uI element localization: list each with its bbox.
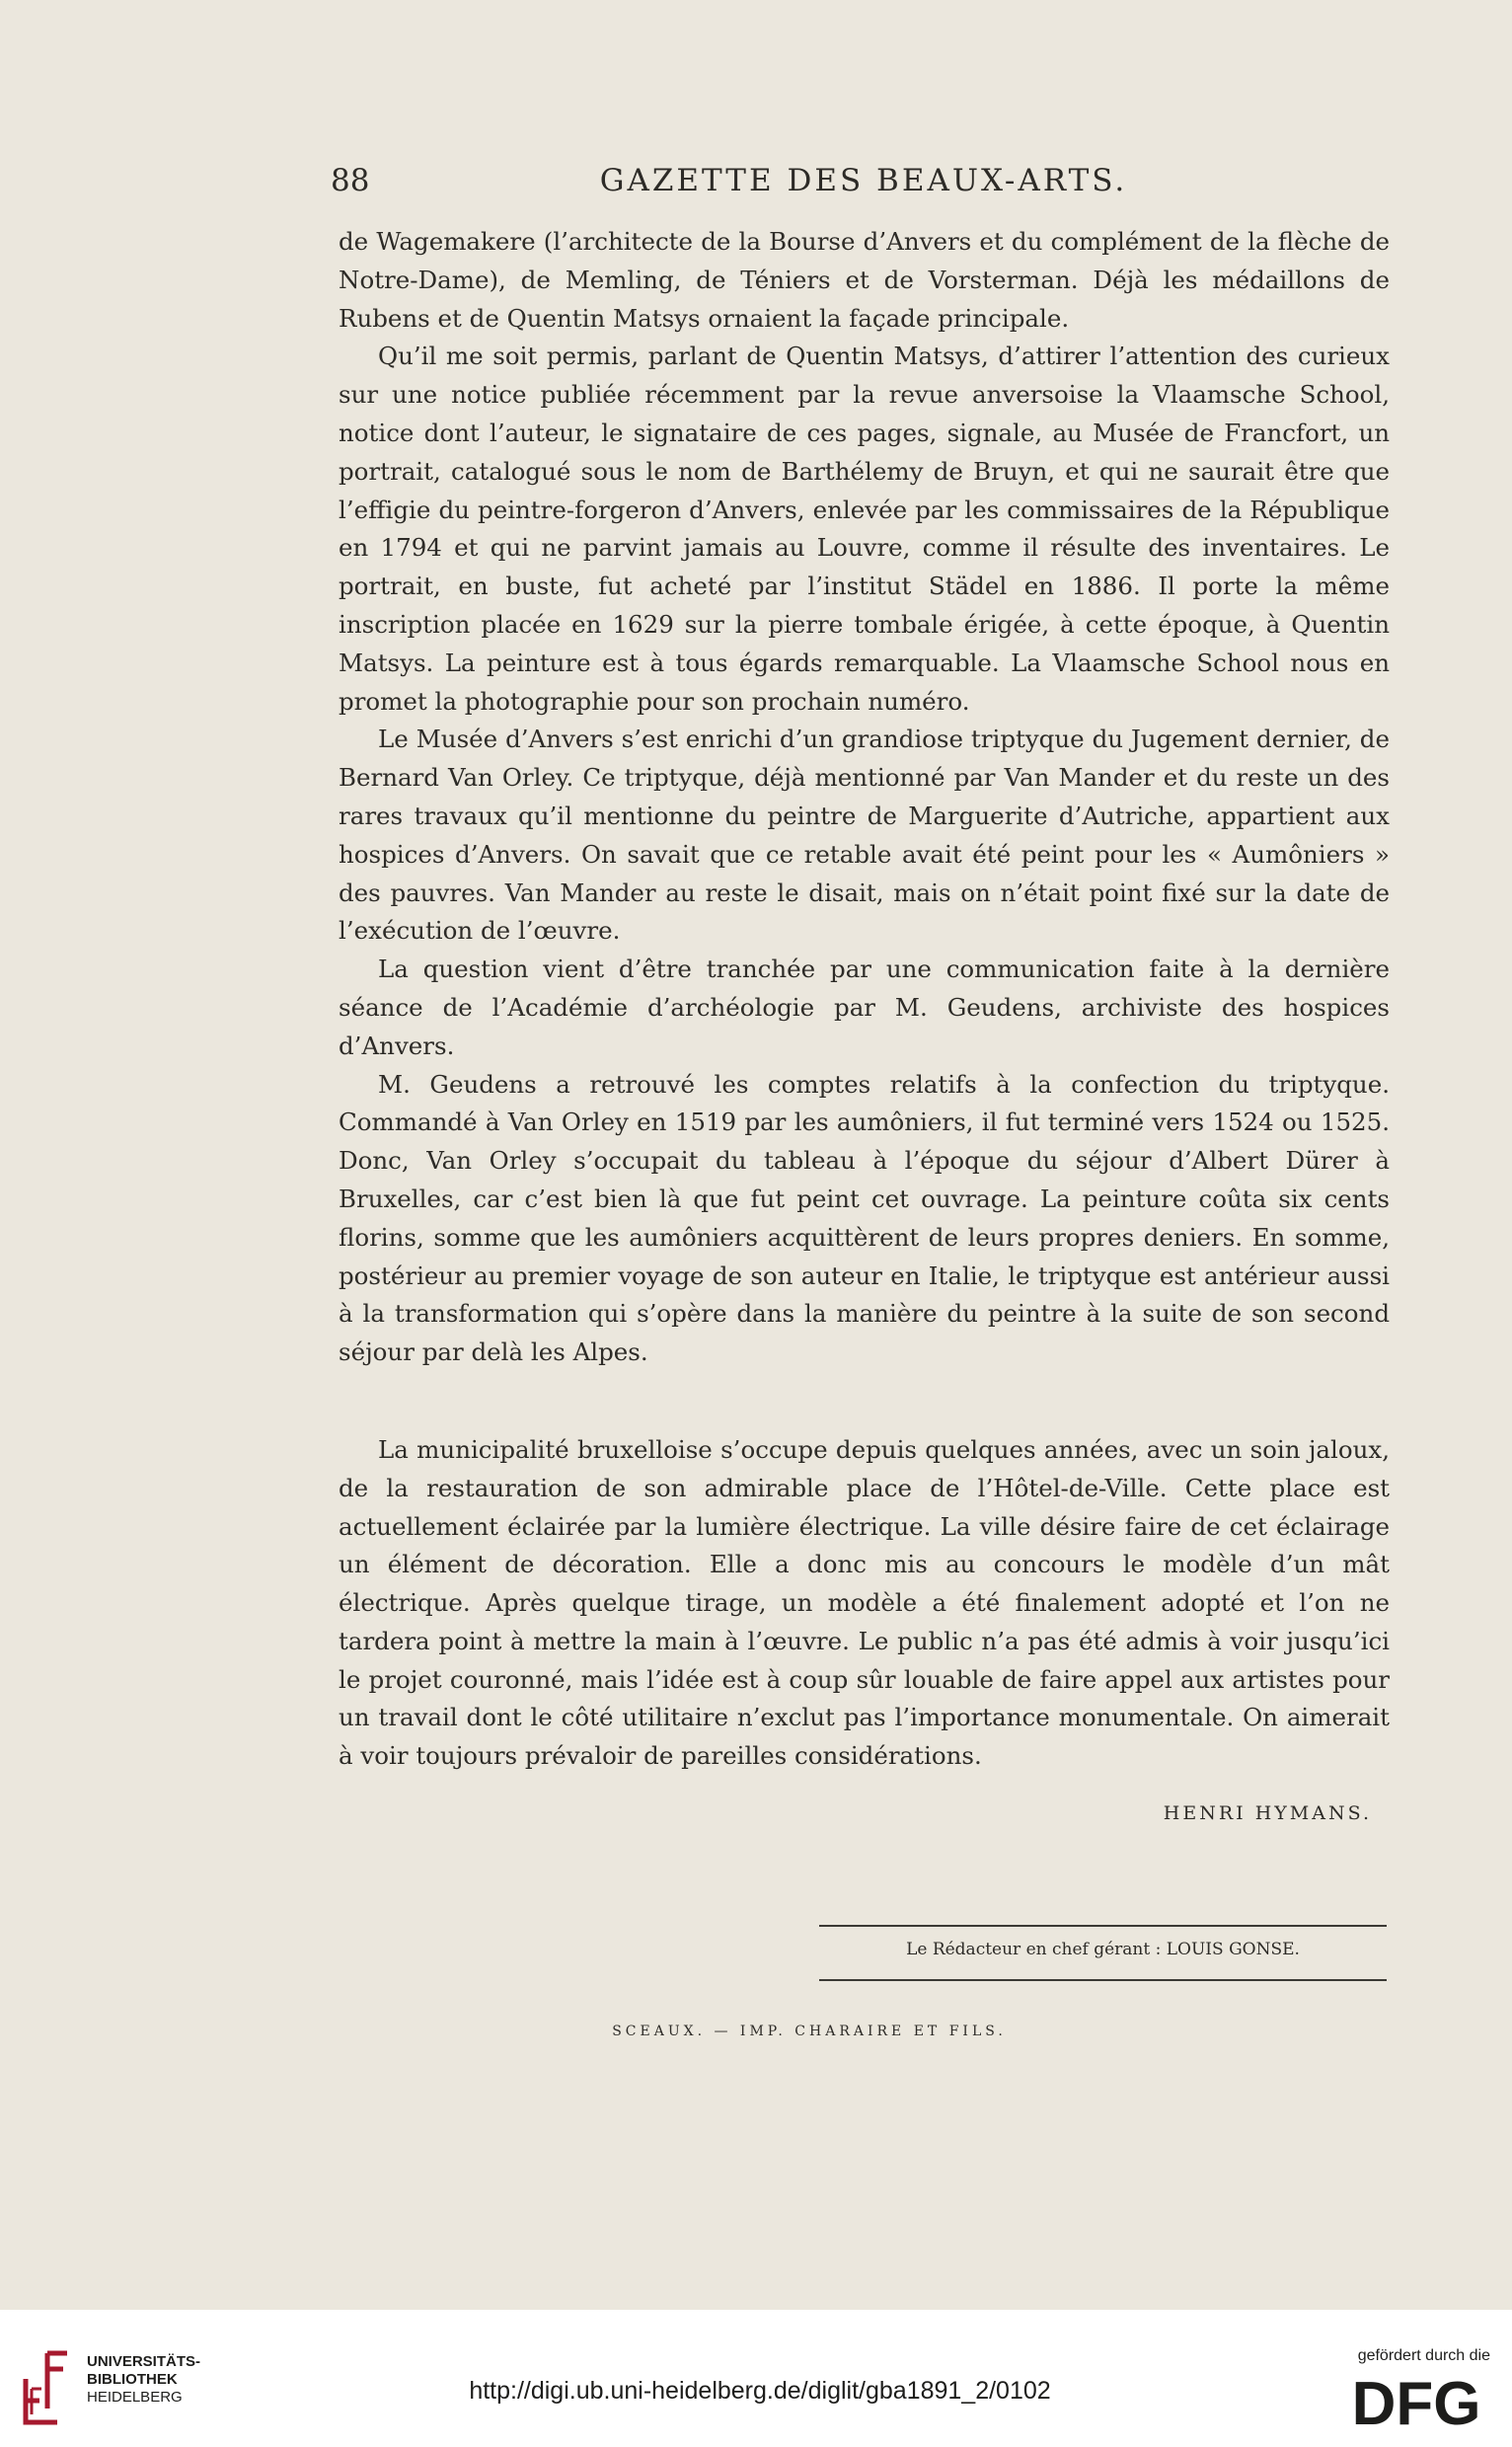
digitization-footer — [0, 2310, 1512, 2447]
permalink-url[interactable]: http://digi.ub.uni-heidelberg.de/diglit/gba1891_2/0102 — [469, 2377, 1051, 2405]
editor-line: Le Rédacteur en chef gérant : LOUIS GONSE. — [906, 1940, 1300, 1959]
library-line-2: BIBLIOTHEK — [87, 2371, 178, 2388]
library-line-3: HEIDELBERG — [87, 2389, 183, 2406]
paragraph-3: Le Musée d’Anvers s’est enrichi d’un grandiose triptyque du Jugement dernier, de Bernard Van Orley. Ce triptyque, déjà mentionné par Van Mander et du reste un des rares travaux qu’il mentionne du peintre de Marguerite d’Autriche, appartient aux hospices d’Anvers. On savait que ce retable avait été peint pour les « Aumôniers » des pauvres. Van Mander au reste le disait, mais on n’était point fixé sur la date de l’exécution de l’œuvre. — [339, 725, 1390, 946]
paragraph-5: M. Geudens a retrouvé les comptes relatifs à la confection du triptyque. Commandé à Van Orley en 1519 par les aumôniers, il fut terminé vers 1524 ou 1525. Donc, Van Orley s’occupait du tableau à l’époque du séjour d’Albert Dürer à Bruxelles, car c’est bien là que fut peint cet ouvrage. La peinture coûta six cents florins, somme que les aumôniers acquittèrent de leurs propres deniers. En somme, postérieur au premier voyage de son auteur en Italie, le triptyque est antérieur aussi à la transformation qui s’opère dans la manière du peintre à la suite de son second séjour par delà les Alpes. — [339, 1069, 1390, 1367]
dfg-logo-text: DFG — [1351, 2373, 1481, 2430]
page-header — [331, 163, 1397, 202]
dfg-logo-icon — [1342, 2373, 1490, 2430]
section-gap — [339, 1372, 1390, 1431]
paragraph-2: Qu’il me soit permis, parlant de Quentin Matsys, d’attirer l’attention des curieux sur une notice publiée récemment par la revue anversoise la Vlaamsche School, notice dont l’auteur, le signataire de ces pages, signale, au Musée de Francfort, un portrait, catalogué sous le nom de Barthélemy de Bruyn, et qui ne saurait être que l’effigie du peintre-forgeron d’Anvers, enlevée par les commissaires de la République en 1794 et qui ne parvint jamais au Louvre, comme il résulte des inventaires. Le portrait, en buste, fut acheté par l’institut Städel en 1886. Il porte la même inscription placée en 1629 sur la pierre tombale érigée, à cette époque, à Quentin Matsys. La peinture est à tous égards remarquable. La Vlaamsche School nous en promet la photographie pour son prochain numéro. — [339, 342, 1390, 716]
library-logo-icon — [18, 2349, 79, 2426]
library-name — [87, 2353, 200, 2407]
rule-top — [819, 1925, 1387, 1927]
paragraph-6: La municipalité bruxelloise s’occupe depuis quelques années, avec un soin jaloux, de la restauration de son admirable place de l’Hôtel-de-Ville. Cette place est actuellement éclairée par la lumière électrique. La ville désire faire de cet éclairage un élément de décoration. Elle a donc mis au concours le modèle d’un mât électrique. Après quelque tirage, un modèle a été finalement adopté et l’on ne tardera point à mettre la main à l’œuvre. Le public n’a pas été admis à voir jusqu’ici le projet couronné, mais l’idée est à coup sûr louable de faire appel aux artistes pour un travail dont le côté utilitaire n’exclut pas l’importance monumentale. On aimerait à voir toujours prévaloir de pareilles considérations. — [339, 1434, 1390, 1771]
printer-line: SCEAUX. — IMP. CHARAIRE ET FILS. — [612, 2024, 1007, 2039]
page-number: 88 — [331, 163, 370, 198]
article-body — [339, 223, 1390, 1776]
library-line-1: UNIVERSITÄTS- — [87, 2353, 201, 2370]
paragraph-1: de Wagemakere (l’architecte de la Bourse d’Anvers et du complément de la flèche de Notre-Dame), de Memling, de Téniers et de Vorsterman. Déjà les médaillons de Rubens et de Quentin Matsys ornaient la façade principale. — [339, 227, 1390, 333]
paragraph-4: La question vient d’être tranchée par une communication faite à la dernière séance de l’Académie d’archéologie par M. Geudens, archiviste des hospices d’Anvers. — [339, 955, 1390, 1060]
author-signature: HENRI HYMANS. — [1163, 1802, 1372, 1824]
funder-caption: gefördert durch die — [1357, 2347, 1490, 2364]
running-title: GAZETTE DES BEAUX-ARTS. — [599, 163, 1128, 198]
rule-bottom — [819, 1979, 1387, 1981]
